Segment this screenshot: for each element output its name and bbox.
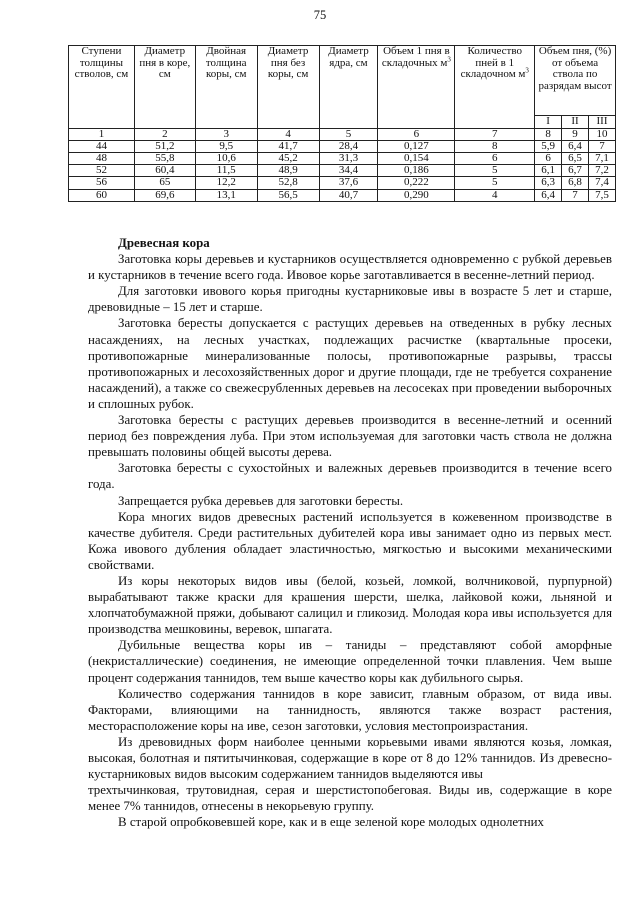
table-cell: 0,222	[378, 177, 455, 189]
paragraph: Количество содержания таннидов в коре зависит, главным образом, от вида ивы. Факторами, влияющими на таннидность, являются также возраст растения, месторасположение коры на иве, сезон заготовки, условия местопроизрастания.	[88, 686, 612, 733]
column-number: 10	[589, 128, 616, 140]
table-cell: 37,6	[319, 177, 378, 189]
column-number: 6	[378, 128, 455, 140]
table-cell: 13,1	[195, 189, 257, 201]
table-cell: 6,5	[562, 152, 589, 164]
table-cell: 5	[455, 165, 535, 177]
table-cell: 7,5	[589, 189, 616, 201]
table-cell: 52,8	[257, 177, 319, 189]
table-cell: 8	[455, 140, 535, 152]
table-cell: 7	[589, 140, 616, 152]
paragraph-continuation: трехтычинковая, трутовидная, серая и шерстистопобеговая. Виды ив, содержащие в коре менее 7% таннидов, отнесены в некорьевую группу.	[88, 783, 612, 814]
paragraph: Дубильные вещества коры ив – таниды – представляют собой аморфные (некристаллические) соединения, не имеющие определенной точки плавления. Чем выше процент содержания таннидов, тем выше качество коры как дубильного сырья.	[88, 638, 612, 685]
table-cell: 56,5	[257, 189, 319, 201]
page-number: 75	[313, 8, 327, 22]
table-cell: 6	[535, 152, 562, 164]
table-cell: 5,9	[535, 140, 562, 152]
column-number: 8	[535, 128, 562, 140]
column-number-row	[69, 128, 616, 140]
table-cell: 7	[562, 189, 589, 201]
table-cell: 40,7	[319, 189, 378, 201]
unit-superscript: 3	[447, 54, 451, 63]
unit-superscript: 3	[525, 66, 529, 75]
paragraph: Из коры некоторых видов ивы (белой, козьей, ломкой, волчниковой, пурпурной) вырабатывают также краски для крашения шерсти, шелка, лайковой кожи, льняной и хлопчатобумажной пряжи, добывают салицил и гликозид. Молодая кора ивы используется для производства мешковины, веревок, шпагата.	[88, 573, 612, 637]
table-cell: 41,7	[257, 140, 319, 152]
table-cell: 0,127	[378, 140, 455, 152]
column-number: 4	[257, 128, 319, 140]
table-cell: 7,2	[589, 165, 616, 177]
column-number: 9	[562, 128, 589, 140]
header-cell: Объем пня, (%) от объема ствола по разрядам высот	[535, 46, 616, 116]
paragraph: Заготовка коры деревьев и кустарников осуществляется одновременно с рубкой деревьев и кустарников в течение всего года. Ивовое корье заготавливается в весенне-летний период.	[88, 252, 612, 283]
paragraph: Заготовка бересты допускается с растущих деревьев на отведенных в рубку лесных насаждениях, на лесных участках, подлежащих расчистке (квартальные просеки, противопожарные минерализованные полосы, противопожарные разрывы, трассы противопожарных и лесохозяйственных дорог и другие площади, где не требуется сохранение насаждений), а также со свежесрубленных деревьев на лесосеках при проведении выборочных и сплошных рубок.	[88, 316, 612, 411]
data-table	[68, 45, 616, 202]
table-cell: 6,1	[535, 165, 562, 177]
paragraph: В старой опробковевшей коре, как и в еще зеленой коре молодых однолетних	[118, 815, 544, 830]
table-row	[69, 165, 616, 177]
column-number: 1	[69, 128, 135, 140]
paragraph: Для заготовки ивового корья пригодны кустарниковые ивы в возрасте 5 лет и старше, древовидные – 15 лет и старше.	[88, 284, 612, 315]
table-cell: 7,4	[589, 177, 616, 189]
table-cell: 69,6	[134, 189, 195, 201]
table-cell: 10,6	[195, 152, 257, 164]
subheader-cell: I	[535, 116, 562, 129]
table-cell: 6	[455, 152, 535, 164]
table-cell: 6,8	[562, 177, 589, 189]
paragraph: Из древовидных форм наиболее ценными корьевыми ивами являются козья, ломкая, высокая, болотная и пятитычинковая, содержащие в коре от 8 до 12% таннидов. Из древесно-кустарниковых видов высоким содержанием таннидов выделяются ивы	[88, 734, 612, 782]
table-row	[69, 189, 616, 201]
paragraph: Запрещается рубка деревьев для заготовки бересты.	[118, 493, 404, 508]
paragraph: Заготовка бересты с сухостойных и валежных деревьев производится в течение всего года.	[88, 461, 612, 492]
header-cell: Ступени толщины стволов, см	[69, 46, 135, 129]
table-cell: 34,4	[319, 165, 378, 177]
table-cell: 4	[455, 189, 535, 201]
table-cell: 0,186	[378, 165, 455, 177]
header-cell	[455, 46, 535, 129]
table-row	[69, 152, 616, 164]
table-cell: 55,8	[134, 152, 195, 164]
table-cell: 65	[134, 177, 195, 189]
table-cell: 31,3	[319, 152, 378, 164]
column-number: 7	[455, 128, 535, 140]
header-cell	[378, 46, 455, 129]
header-cell: Двойная толщина коры, см	[195, 46, 257, 129]
section-heading: Древесная кора	[118, 236, 210, 250]
header-cell: Диаметр пня без коры, см	[257, 46, 319, 129]
table-cell: 6,4	[562, 140, 589, 152]
header-text: Объем 1 пня в складочных м	[381, 45, 450, 69]
table-cell: 48	[69, 152, 135, 164]
subheader-cell: III	[589, 116, 616, 129]
table-cell: 56	[69, 177, 135, 189]
header-text: Количество пней в 1 складочном м	[460, 45, 526, 81]
table-cell: 52	[69, 165, 135, 177]
table-cell: 44	[69, 140, 135, 152]
column-number: 2	[134, 128, 195, 140]
section-body	[88, 235, 612, 830]
table-cell: 0,290	[378, 189, 455, 201]
table-row	[69, 140, 616, 152]
table-cell: 48,9	[257, 165, 319, 177]
table-cell: 51,2	[134, 140, 195, 152]
column-number: 5	[319, 128, 378, 140]
table-cell: 7,1	[589, 152, 616, 164]
table-cell: 60	[69, 189, 135, 201]
header-cell: Диаметр пня в коре, см	[134, 46, 195, 129]
table-cell: 12,2	[195, 177, 257, 189]
column-number: 3	[195, 128, 257, 140]
table-cell: 11,5	[195, 165, 257, 177]
paragraph: Кора многих видов древесных растений используется в кожевенном производстве в качестве дубителя. Среди растительных дубителей кора ивы занимает одно из первых мест. Кожа ивового дубления обладает эластичностью, мягкостью и высокими механическими свойствами.	[88, 509, 612, 572]
subheader-cell: II	[562, 116, 589, 129]
table-cell: 60,4	[134, 165, 195, 177]
header-cell: Диаметр ядра, см	[319, 46, 378, 129]
table-cell: 9,5	[195, 140, 257, 152]
table-cell: 45,2	[257, 152, 319, 164]
table-cell: 6,7	[562, 165, 589, 177]
table-cell: 28,4	[319, 140, 378, 152]
table-cell: 5	[455, 177, 535, 189]
table-row	[69, 177, 616, 189]
table-cell: 0,154	[378, 152, 455, 164]
table-cell: 6,4	[535, 189, 562, 201]
paragraph: Заготовка бересты с растущих деревьев производится в весенне-летний и осенний период без повреждения луба. При этом используемая для заготовки часть ствола не должна превышать половины общей высоты дерева.	[88, 413, 612, 460]
table-cell: 6,3	[535, 177, 562, 189]
